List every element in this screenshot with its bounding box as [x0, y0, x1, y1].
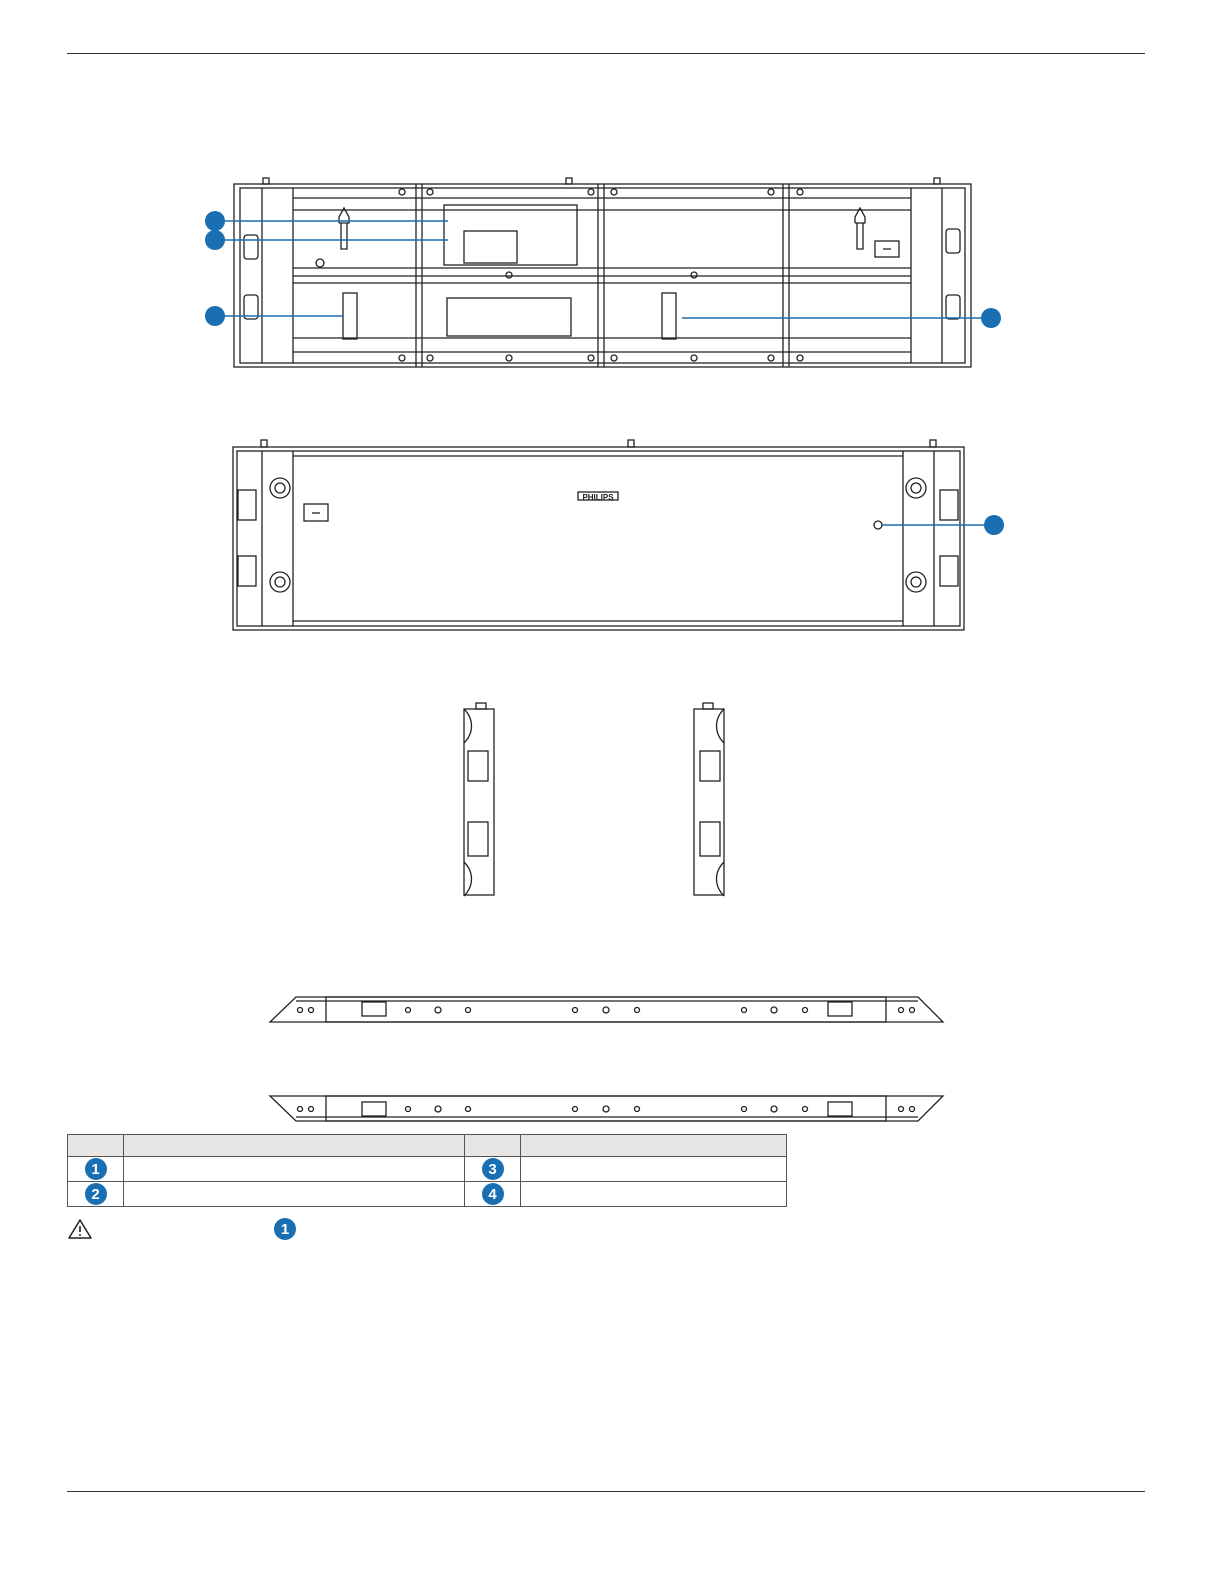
legend-text-cell: [124, 1157, 465, 1182]
legend-header-row: [68, 1135, 787, 1157]
warning-note: [67, 1218, 667, 1244]
legend-header-cell: [521, 1135, 787, 1157]
legend-header-cell: [68, 1135, 124, 1157]
side-views: [464, 703, 724, 896]
front-view: [233, 440, 964, 630]
top-bar: [270, 1096, 943, 1121]
warning-triangle-icon: [67, 1218, 93, 1240]
bottom-rule: [67, 1491, 1145, 1492]
bottom-bar: [270, 997, 943, 1022]
legend-number-cell: [465, 1182, 521, 1207]
legend-header-cell: [124, 1135, 465, 1157]
callout-badge: 1: [274, 1218, 296, 1240]
legend-number-cell: [68, 1182, 124, 1207]
callout-badge: 4: [482, 1183, 504, 1205]
legend-table: [67, 1134, 787, 1207]
legend-text-cell: [124, 1182, 465, 1207]
table-row: [68, 1182, 787, 1207]
legend-text-cell: [521, 1157, 787, 1182]
legend-header-cell: [465, 1135, 521, 1157]
callout-badge: 3: [482, 1158, 504, 1180]
brand-logo: PHILIPS: [582, 493, 614, 502]
table-row: [68, 1157, 787, 1182]
legend-number-cell: [68, 1157, 124, 1182]
callout-badge: 2: [85, 1183, 107, 1205]
callout-badge: 1: [85, 1158, 107, 1180]
legend-number-cell: [465, 1157, 521, 1182]
rear-view: [234, 178, 971, 367]
legend-text-cell: [521, 1182, 787, 1207]
